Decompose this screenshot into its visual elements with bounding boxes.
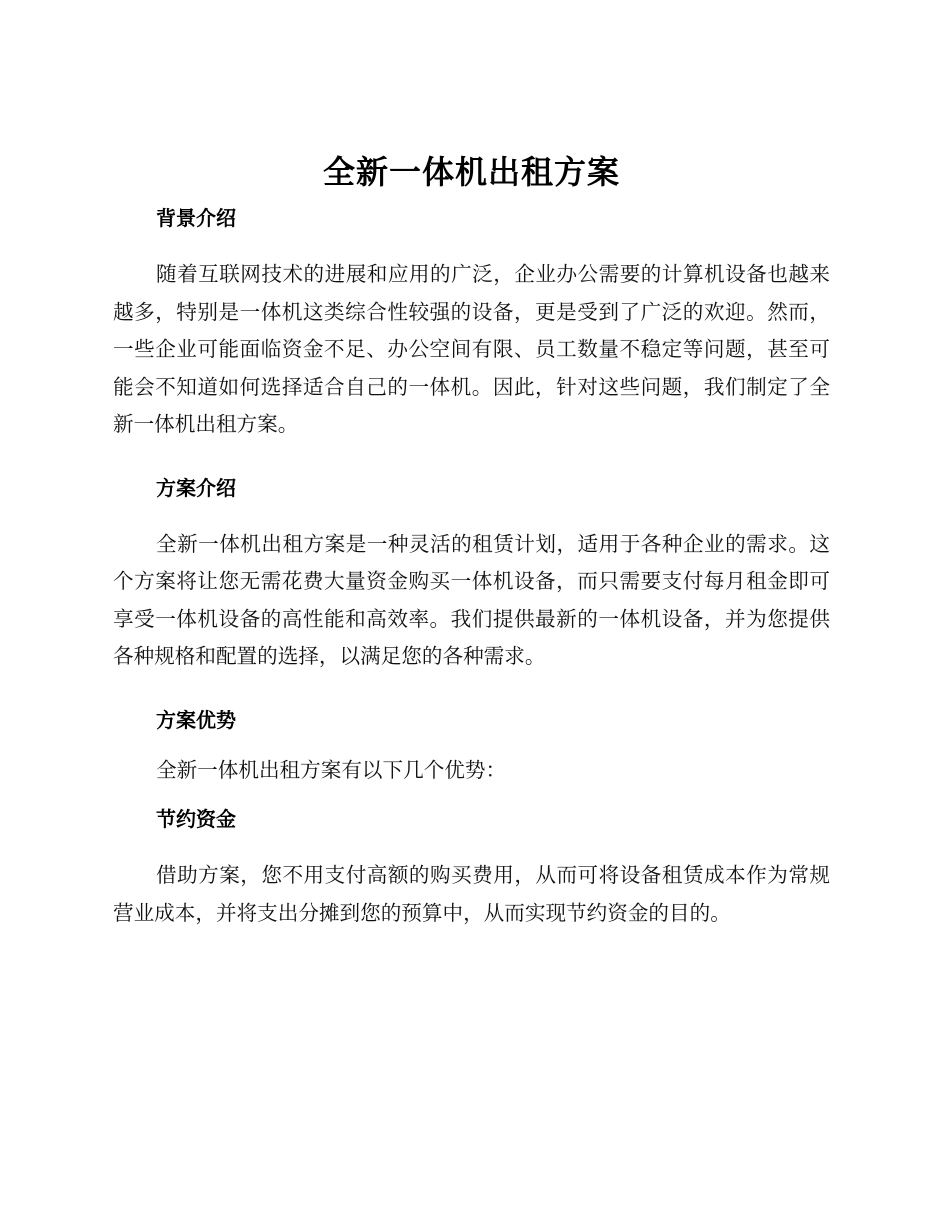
- document-title: 全新一体机出租方案: [322, 153, 620, 191]
- section-heading-save-money: 节约资金: [156, 807, 236, 831]
- section-heading-background: 背景介绍: [156, 206, 236, 230]
- section-heading-advantages: 方案优势: [156, 707, 236, 732]
- section-paragraph-plan-intro: 全新一体机出租方案是一种灵活的租赁计划，适用于各种企业的需求。这个方案将让您无需花费大量资金购买一体机设备，而只需要支付每月租金即可享受一体机设备的高性能和高效率。我们提供最新的一体机设备，并为您提供各种规格和配置的选择，以满足您的各种需求。: [113, 531, 830, 668]
- section-paragraph-advantages: 全新一体机出租方案有以下几个优势：: [156, 757, 507, 782]
- section-heading-plan-intro: 方案介绍: [156, 475, 236, 500]
- section-paragraph-save-money: 借助方案，您不用支付高额的购买费用，从而可将设备租赁成本作为常规营业成本，并将支出分摊到您的预算中，从而实现节约资金的目的。: [113, 863, 830, 925]
- section-paragraph-background: 随着互联网技术的进展和应用的广泛，企业办公需要的计算机设备也越来越多，特别是一体机这类综合性较强的设备，更是受到了广泛的欢迎。然而，一些企业可能面临资金不足、办公空间有限、员工数量不稳定等问题，甚至可能会不知道如何选择适合自己的一体机。因此，针对这些问题，我们制定了全新一体机出租方案。: [113, 262, 830, 436]
- document-page: [113, 150, 830, 932]
